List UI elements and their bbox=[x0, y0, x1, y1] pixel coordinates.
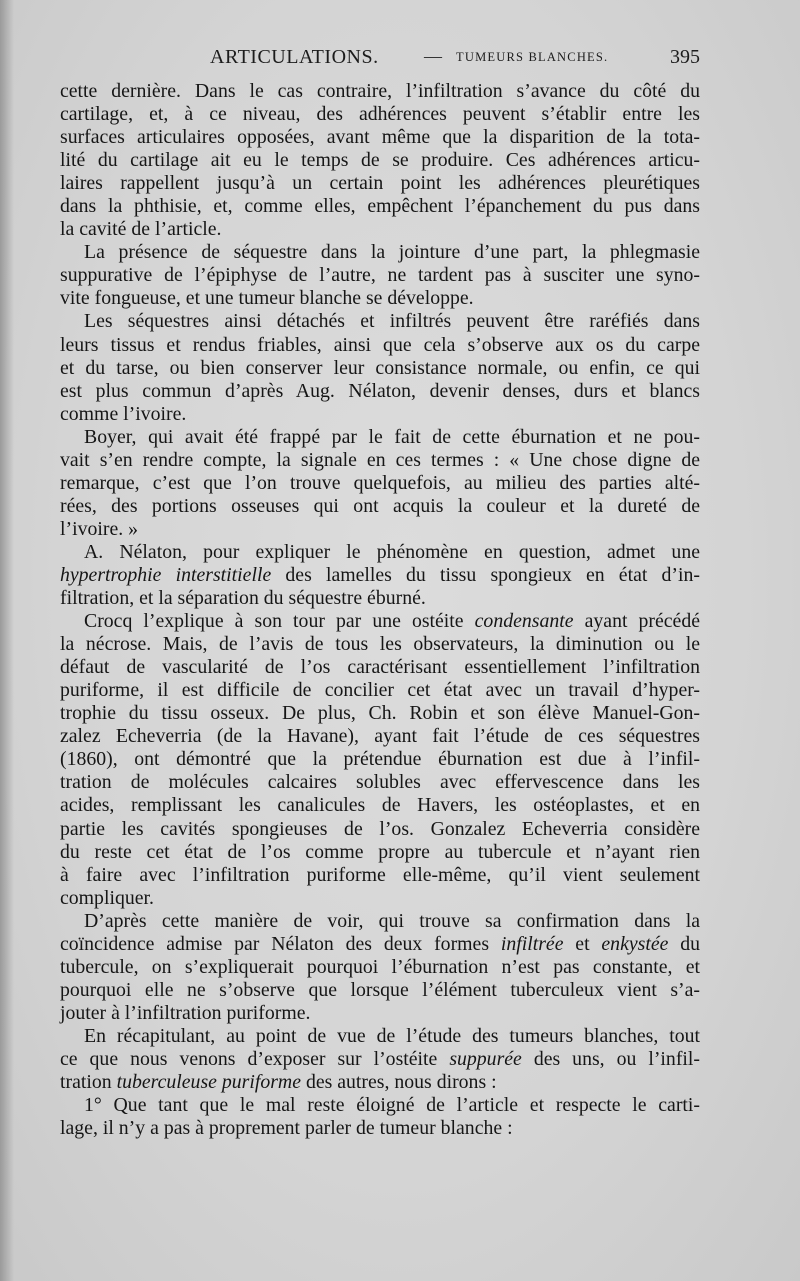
header-title: ARTICULATIONS. bbox=[210, 46, 379, 68]
text-line: tubercule, on s’expliquerait pourquoi l’éburnation n’est pas constante, et bbox=[60, 955, 700, 978]
page-number: 395 bbox=[670, 46, 700, 68]
text-line: la nécrose. Mais, de l’avis de tous les observateurs, la diminution ou le bbox=[60, 633, 700, 656]
emphasis: condensante bbox=[474, 610, 574, 633]
text-line: la cavité de l’article. bbox=[60, 218, 222, 241]
text-line: à faire avec l’infiltration puriforme elle-même, qu’il vient seulement bbox=[60, 863, 700, 886]
text-line: compliquer. bbox=[60, 886, 154, 909]
text-line: jouter à l’infiltration puriforme. bbox=[60, 1001, 311, 1024]
text-line: est plus commun d’après Aug. Nélaton, devenir denses, durs et blancs bbox=[60, 379, 700, 402]
text-line: du reste cet état de l’os comme propre au tubercule et n’ayant rien bbox=[60, 840, 700, 863]
running-header bbox=[60, 46, 700, 72]
text-line: puriforme, il est difficile de concilier cet état avec un travail d’hyper- bbox=[60, 679, 700, 702]
text-line: zalez Echeverria (de la Havane), ayant fait l’étude de ces séquestres bbox=[60, 725, 700, 748]
text-line: pourquoi elle ne s’observe que lorsque l’élément tuberculeux vient s’a- bbox=[60, 978, 700, 1001]
text-line: acides, remplissant les canalicules de Havers, les ostéoplastes, et en bbox=[60, 794, 700, 817]
text-line: défaut de vascularité de l’os caractérisant essentiellement l’infiltration bbox=[60, 656, 700, 679]
spine-shadow bbox=[0, 0, 14, 1281]
text-line: Les séquestres ainsi détachés et infiltrés peuvent être raréfiés dans bbox=[84, 310, 700, 333]
text-line: Crocq l’explique à son tour par une ostéite condensante ayant précédé bbox=[84, 610, 701, 633]
text-line: laires rappellent jusqu’à un certain point les adhérences pleurétiques bbox=[60, 172, 700, 195]
text-line: partie les cavités spongieuses de l’os. Gonzalez Echeverria considère bbox=[60, 817, 700, 840]
text-line: remarque, c’est que l’on trouve quelquefois, au milieu des parties alté- bbox=[60, 471, 700, 494]
text-line: surfaces articulaires opposées, avant même que la disparition de la tota- bbox=[60, 126, 700, 149]
text-line: comme l’ivoire. bbox=[60, 402, 187, 425]
text-line: et du tarse, ou bien conserver leur consistance normale, ou enfin, ce qui bbox=[60, 356, 700, 379]
text-line: En récapitulant, au point de vue de l’étude des tumeurs blanches, tout bbox=[84, 1024, 700, 1047]
text-line: cette dernière. Dans le cas contraire, l’infiltration s’avance du côté du bbox=[60, 80, 700, 102]
body-text bbox=[60, 80, 700, 1140]
text-line: hypertrophie interstitielle des lamelles du tissu spongieux en état d’in- bbox=[60, 563, 700, 586]
emphasis: suppurée bbox=[449, 1047, 522, 1070]
emphasis: hypertrophie interstitielle bbox=[60, 563, 272, 586]
text-line: Boyer, qui avait été frappé par le fait de cette éburnation et ne pou- bbox=[84, 425, 700, 448]
text-line: lité du cartilage ait eu le temps de se produire. Ces adhérences articu- bbox=[60, 149, 700, 172]
text-line: 1° Que tant que le mal reste éloigné de l’article et respecte le carti- bbox=[84, 1094, 700, 1117]
text-line: vite fongueuse, et une tumeur blanche se développe. bbox=[60, 287, 474, 310]
text-line: ce que nous venons d’exposer sur l’ostéite suppurée des uns, ou l’infil- bbox=[60, 1047, 700, 1070]
text-line: D’après cette manière de voir, qui trouve sa confirmation dans la bbox=[84, 909, 700, 932]
emphasis: infiltrée bbox=[500, 932, 564, 955]
text-line: leurs tissus et rendus friables, ainsi que cela s’observe aux os du carpe bbox=[60, 333, 700, 356]
text-line: La présence de séquestre dans la jointure d’une part, la phlegmasie bbox=[84, 241, 700, 264]
emphasis: tuberculeuse puriforme bbox=[116, 1071, 301, 1094]
text-line: filtration, et la séparation du séquestre éburné. bbox=[60, 587, 426, 610]
text-line: dans la phthisie, et, comme elles, empêchent l’épanchement du pus dans bbox=[60, 195, 700, 218]
text-line: vait s’en rendre compte, la signale en ces termes : « Une chose digne de bbox=[60, 448, 700, 471]
text-line: cartilage, et, à ce niveau, des adhérences peuvent s’établir entre les bbox=[60, 103, 700, 126]
text-line: rées, des portions osseuses qui ont acquis la couleur et la dureté de bbox=[60, 494, 700, 517]
text-line: l’ivoire. » bbox=[60, 517, 139, 540]
text-line: lage, il n’y a pas à proprement parler de tumeur blanche : bbox=[60, 1117, 513, 1140]
text-line: suppurative de l’épiphyse de l’autre, ne tardent pas à susciter une syno- bbox=[60, 264, 700, 287]
text-line: tration tuberculeuse puriforme des autres, nous dirons : bbox=[60, 1071, 497, 1094]
header-dash: — bbox=[424, 46, 442, 66]
emphasis: enkystée bbox=[601, 932, 669, 955]
text-line: tration de molécules calcaires solubles avec effervescence dans les bbox=[60, 771, 700, 794]
text-line: trophie du tissu osseux. De plus, Ch. Robin et son élève Manuel-Gon- bbox=[60, 702, 700, 725]
text-line: A. Nélaton, pour expliquer le phénomène en question, admet une bbox=[84, 540, 700, 563]
text-line: (1860), ont démontré que la prétendue éburnation est due à l’infil- bbox=[60, 748, 700, 771]
text-line: coïncidence admise par Nélaton des deux formes infiltrée et enkystée du bbox=[60, 932, 700, 955]
header-subtitle: TUMEURS BLANCHES. bbox=[456, 50, 609, 64]
